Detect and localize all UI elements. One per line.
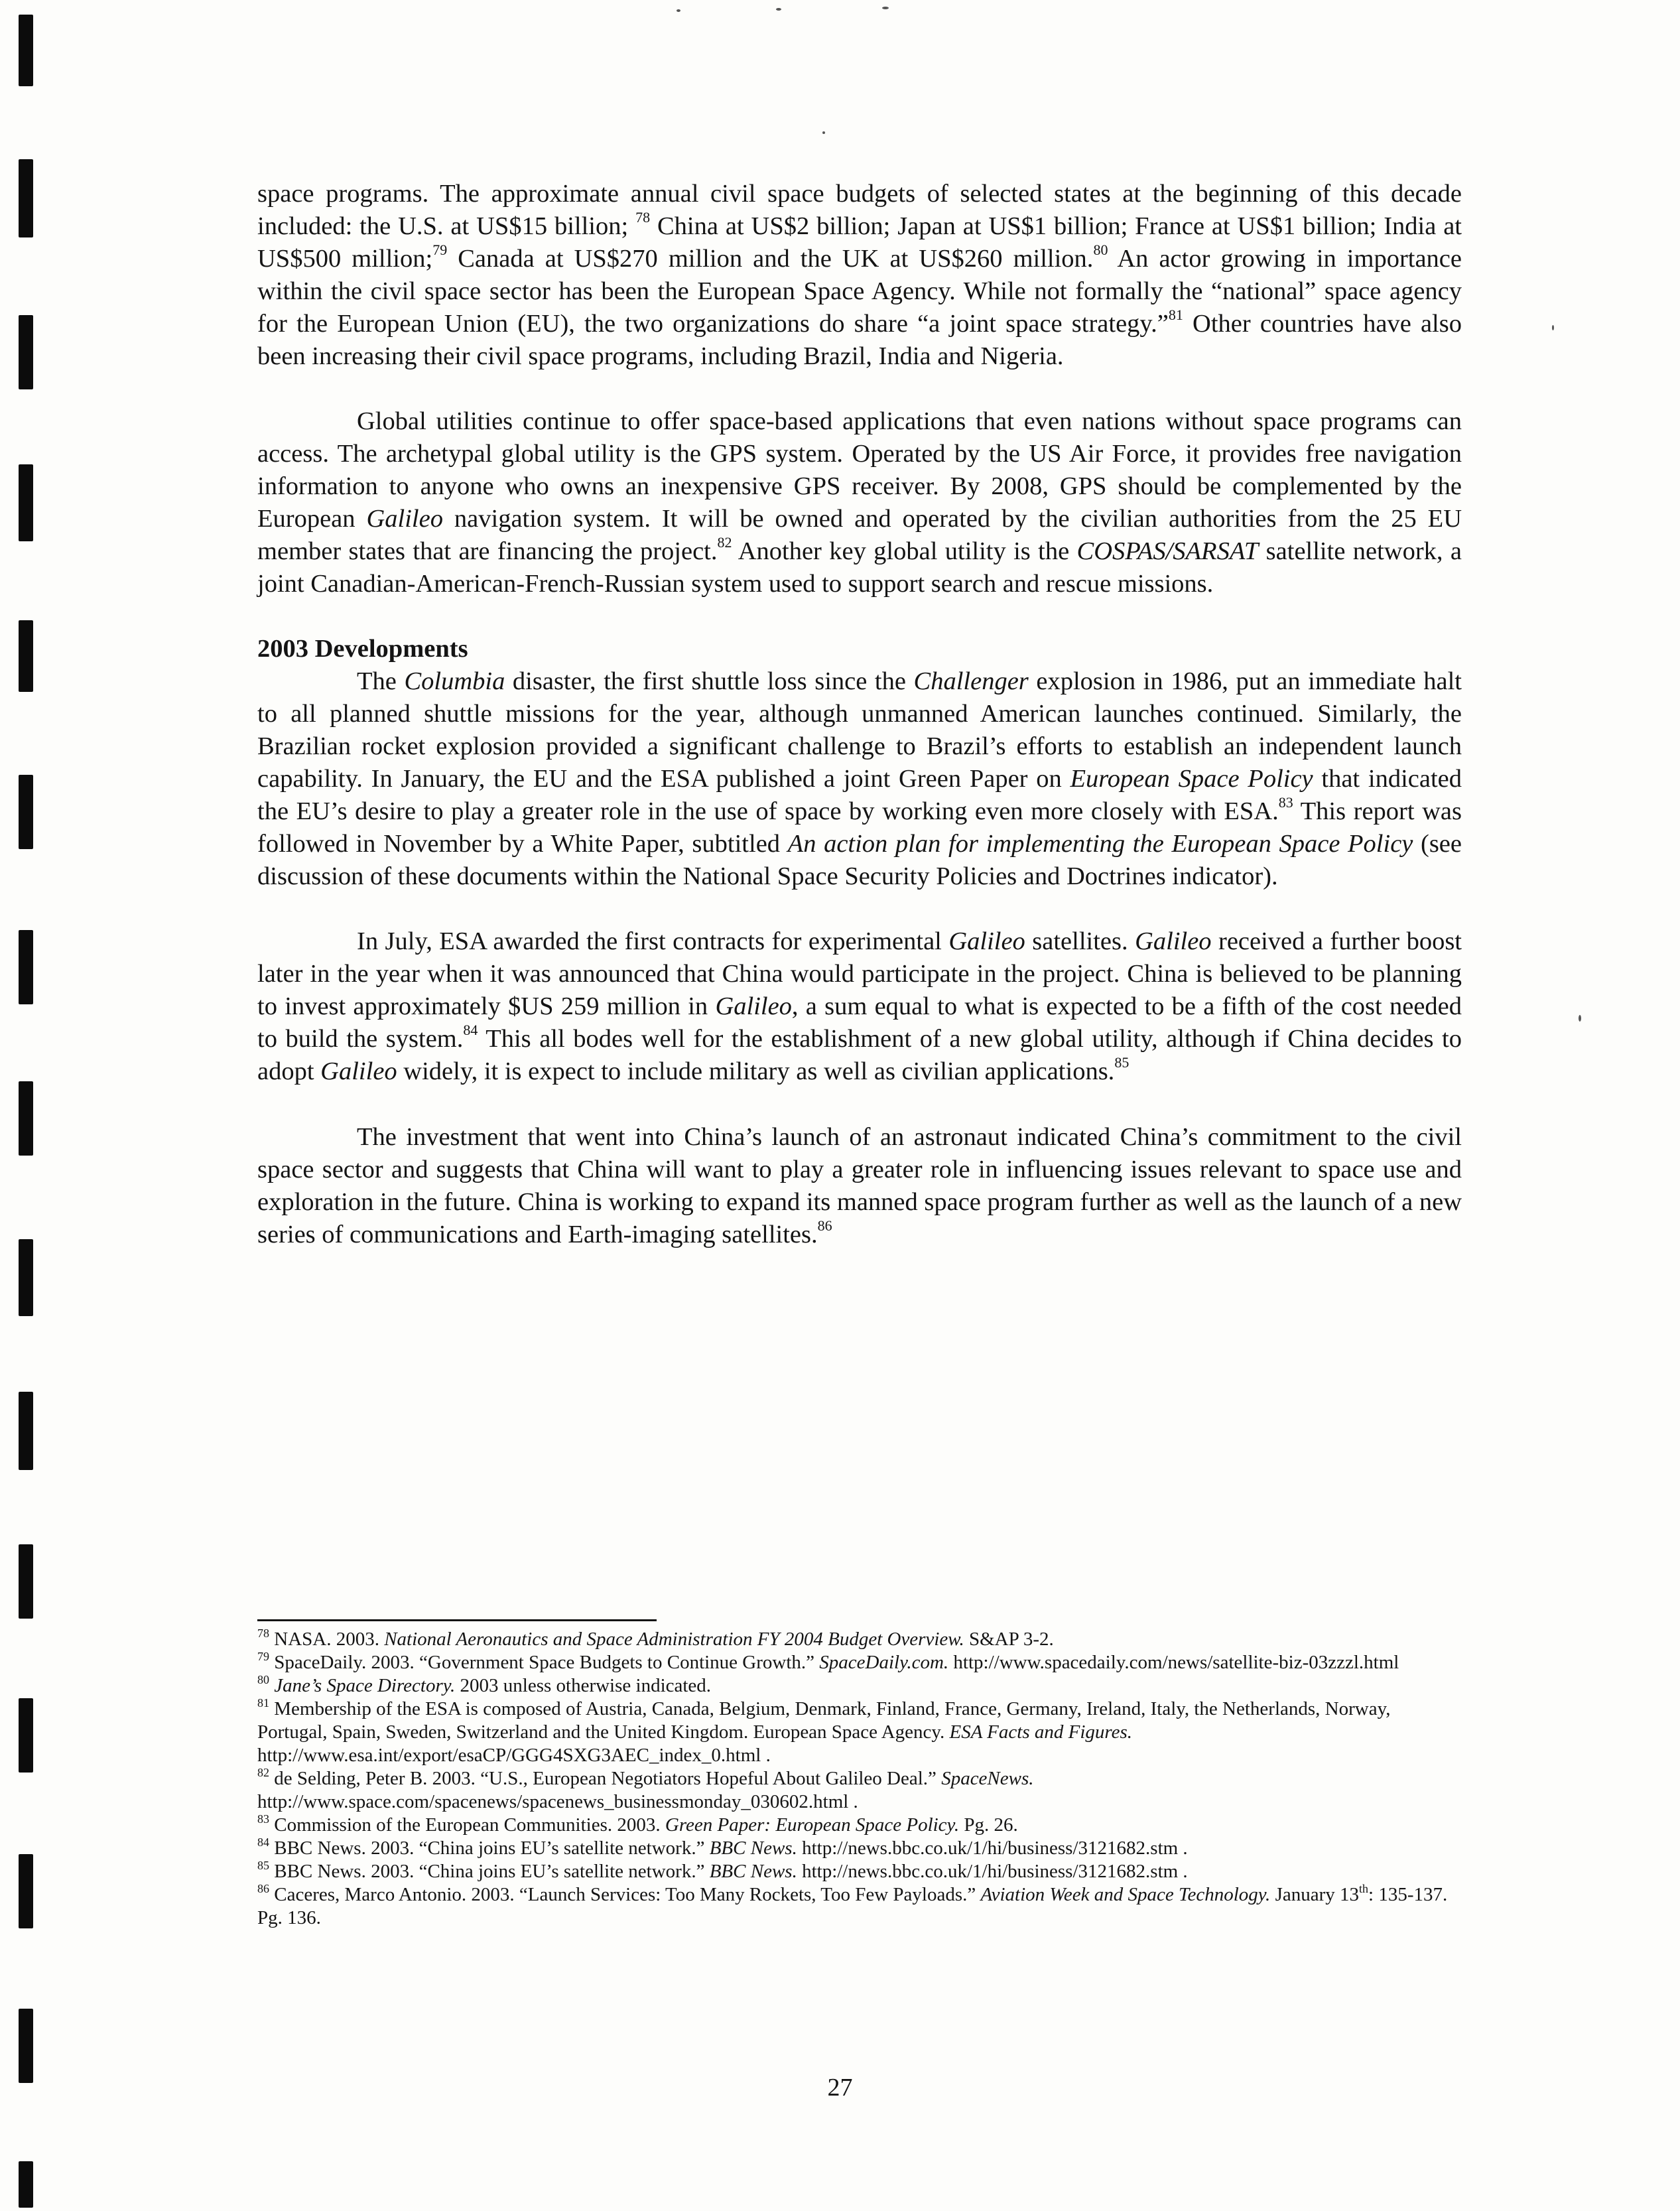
text: Global utilities continue to offer space-based applications that even nations without space programs can access. The archetypal global utility is the GPS system. Operated by the US Air Force, it provides free navigation information to anyone who owns an inexpensive GPS receiver. By 2008, GPS should be complemented by the European xyxy=(257,407,1462,533)
text: BBC News. 2003. “China joins EU’s satellite network.” xyxy=(269,1838,710,1859)
italic-text: SpaceDaily.com. xyxy=(819,1652,949,1673)
footnote-ref: 78 xyxy=(635,209,651,226)
text: This all bodes well for the establishment of a new global utility, although if China decides to adopt xyxy=(257,1025,1462,1085)
footnote-number: 79 xyxy=(257,1650,269,1663)
text: http://www.esa.int/export/esaCP/GGG4SXG3AEC_index_0.html . xyxy=(257,1745,771,1766)
footnote-ref: 79 xyxy=(432,241,448,258)
scan-speck xyxy=(1552,325,1554,330)
text: This report was followed in November by a White Paper, subtitled xyxy=(257,797,1462,858)
text: Pg. 26. xyxy=(959,1814,1018,1836)
scan-speck xyxy=(677,9,680,12)
binding-mark xyxy=(19,620,33,692)
italic-text: ESA Facts and Figures. xyxy=(949,1721,1132,1743)
text: Commission of the European Communities. 2003. xyxy=(269,1814,665,1836)
main-text xyxy=(257,178,1462,1251)
footnote-number: 81 xyxy=(257,1696,269,1709)
binding-mark xyxy=(19,464,33,541)
binding-mark xyxy=(19,1392,33,1470)
italic-text: National Aeronautics and Space Administration FY 2004 Budget Overview. xyxy=(384,1629,964,1650)
binding-mark xyxy=(19,1544,33,1619)
footnote-separator xyxy=(257,1619,657,1621)
text: widely, it is expect to include military as well as civilian applications. xyxy=(397,1057,1115,1085)
text: explosion in 1986, put an immediate halt to all planned shuttle missions for the year, although unmanned American launches continued. Similarly, the Brazilian rocket explosion provided a significant challenge to Brazil’s efforts to establish an independent launch capability. In January, the EU and the ESA published a joint Green Paper on xyxy=(257,667,1462,793)
italic-text: An action plan for implementing the European Space Policy xyxy=(787,830,1413,858)
text: In July, ESA awarded the first contracts for experimental xyxy=(357,927,949,955)
footnote-ref: 81 xyxy=(1168,306,1183,323)
italic-text: Columbia xyxy=(404,667,505,695)
binding-mark xyxy=(19,159,33,237)
footnote-number: 83 xyxy=(257,1812,269,1826)
text: http://news.bbc.co.uk/1/hi/business/3121682.stm . xyxy=(797,1861,1188,1882)
text: navigation system. It will be owned and operated by the civilian authorities from the 25 EU member states that are financing the project. xyxy=(257,505,1462,565)
footnote-ref: 83 xyxy=(1278,794,1293,811)
footnote xyxy=(257,1860,1462,1883)
footnote-number: 78 xyxy=(257,1627,269,1640)
footnote-number: 84 xyxy=(257,1836,269,1849)
text: S&AP 3-2. xyxy=(964,1629,1054,1650)
binding-mark xyxy=(19,315,33,389)
text: NASA. 2003. xyxy=(269,1629,385,1650)
italic-text: Jane’s Space Directory. xyxy=(274,1675,456,1696)
text: Membership of the ESA is composed of Austria, Canada, Belgium, Denmark, Finland, France, Germany, Ireland, Italy, the Netherlands, Norway, Portugal, Spain, Sweden, Switzerland and the United Kingdom. European Space Agency. xyxy=(257,1698,1391,1743)
footnote xyxy=(257,1651,1462,1674)
footnote-ref: 84 xyxy=(463,1022,478,1038)
binding-mark xyxy=(19,1239,33,1316)
italic-text: Aviation Week and Space Technology. xyxy=(980,1884,1271,1905)
footnote-number: 80 xyxy=(257,1673,269,1686)
footnotes xyxy=(257,1619,1462,1930)
text: China at US$2 billion; Japan at US$1 billion; France at US$1 billion; India at US$500 million; xyxy=(257,212,1462,273)
italic-text: Challenger xyxy=(913,667,1029,695)
text: http://www.spacedaily.com/news/satellite-biz-03zzzl.html xyxy=(948,1652,1399,1673)
text: SpaceDaily. 2003. “Government Space Budgets to Continue Growth.” xyxy=(269,1652,820,1673)
text: Other countries have also been increasing their civil space programs, including Brazil, India and Nigeria. xyxy=(257,310,1462,370)
footnote-ref: 80 xyxy=(1093,241,1108,258)
italic-text: Galileo xyxy=(715,992,792,1020)
binding-mark xyxy=(19,15,33,86)
paragraph-gap xyxy=(257,893,1462,925)
footnote xyxy=(257,1837,1462,1860)
footnote xyxy=(257,1698,1462,1767)
binding-mark xyxy=(19,775,33,849)
text: disaster, the first shuttle loss since the xyxy=(505,667,914,695)
footnote xyxy=(257,1814,1462,1837)
binding-mark xyxy=(19,1698,33,1773)
text: : 135-137. Pg. 136. xyxy=(257,1884,1448,1928)
scan-speck xyxy=(1579,1015,1581,1022)
text: 2003 unless otherwise indicated. xyxy=(455,1675,712,1696)
italic-text: COSPAS/SARSAT xyxy=(1076,537,1259,565)
text: satellites. xyxy=(1025,927,1135,955)
paragraph-gap xyxy=(257,1088,1462,1121)
footnote xyxy=(257,1767,1462,1814)
text: satellite network, a joint Canadian-American-French-Russian system used to support search and rescue missions. xyxy=(257,537,1462,598)
text: Caceres, Marco Antonio. 2003. “Launch Services: Too Many Rockets, Too Few Payloads.” xyxy=(269,1884,981,1905)
footnote xyxy=(257,1674,1462,1698)
footnote-number: 82 xyxy=(257,1766,269,1779)
binding-mark xyxy=(19,930,33,1004)
text: Canada at US$270 million and the UK at US$260 million. xyxy=(447,245,1094,273)
body-paragraph xyxy=(257,1121,1462,1251)
paragraph-gap xyxy=(257,373,1462,405)
italic-text: Galileo xyxy=(948,927,1025,955)
text: that indicated the EU’s desire to play a greater role in the use of space by working even more closely with ESA. xyxy=(257,765,1462,825)
text: The investment that went into China’s launch of an astronaut indicated China’s commitment to the civil space sector and suggests that China will want to play a greater role in influencing issues relevant to space use and exploration in the future. China is working to expand its manned space program further as well as the launch of a new series of communications and Earth-imaging satellites. xyxy=(257,1123,1462,1248)
italic-text: Green Paper: European Space Policy. xyxy=(665,1814,960,1836)
scan-speck xyxy=(776,8,781,11)
scan-speck xyxy=(822,131,825,134)
text: An actor growing in importance within the civil space sector has been the European Space Agency. While not formally the “national” space agency for the European Union (EU), the two organizations do share “a joint space strategy.” xyxy=(257,245,1462,338)
text: http://www.space.com/spacenews/spacenews_businessmonday_030602.html . xyxy=(257,1791,858,1812)
paragraph-gap xyxy=(257,600,1462,633)
footnote xyxy=(257,1628,1462,1651)
page-number: 27 xyxy=(827,2074,853,2102)
body-paragraph xyxy=(257,405,1462,600)
italic-text: Galileo xyxy=(366,505,443,533)
italic-text: BBC News. xyxy=(709,1861,797,1882)
footnote-ref: 86 xyxy=(817,1217,832,1234)
text: (see discussion of these documents within the National Space Security Policies and Doctrines indicator). xyxy=(257,830,1462,890)
footnote xyxy=(257,1883,1462,1930)
section-heading: 2003 Developments xyxy=(257,635,468,663)
italic-text: Galileo xyxy=(1135,927,1212,955)
text: http://news.bbc.co.uk/1/hi/business/3121682.stm . xyxy=(797,1838,1188,1859)
body-paragraph xyxy=(257,925,1462,1088)
body-paragraph xyxy=(257,178,1462,373)
text: de Selding, Peter B. 2003. “U.S., European Negotiators Hopeful About Galileo Deal.” xyxy=(269,1768,942,1789)
text: BBC News. 2003. “China joins EU’s satellite network.” xyxy=(269,1861,710,1882)
text: January 13 xyxy=(1270,1884,1359,1905)
footnote-number: 86 xyxy=(257,1882,269,1895)
footnote-ref: 85 xyxy=(1114,1054,1130,1071)
italic-text: European Space Policy xyxy=(1070,765,1313,793)
scan-speck xyxy=(882,7,889,9)
body-paragraph xyxy=(257,665,1462,893)
text: The xyxy=(357,667,405,695)
text: Another key global utility is the xyxy=(732,537,1077,565)
text: received a further boost later in the year when it was announced that China would participate in the project. China is believed to be planning to invest approximately $US 259 million in xyxy=(257,927,1462,1020)
footnote-ref: 82 xyxy=(717,534,732,551)
binding-mark xyxy=(19,2009,33,2083)
text: , a sum equal to what is expected to be a fifth of the cost needed to build the system. xyxy=(257,992,1462,1053)
ordinal-suffix: th xyxy=(1359,1882,1369,1895)
binding-mark xyxy=(19,2161,33,2208)
text: space programs. The approximate annual civil space budgets of selected states at the beginning of this decade included: the U.S. at US$15 billion; xyxy=(257,180,1462,240)
italic-text: SpaceNews. xyxy=(941,1768,1034,1789)
italic-text: Galileo xyxy=(320,1057,397,1085)
binding-mark xyxy=(19,1081,33,1156)
footnote-number: 85 xyxy=(257,1859,269,1872)
binding-mark xyxy=(19,1854,33,1928)
italic-text: BBC News. xyxy=(709,1838,797,1859)
